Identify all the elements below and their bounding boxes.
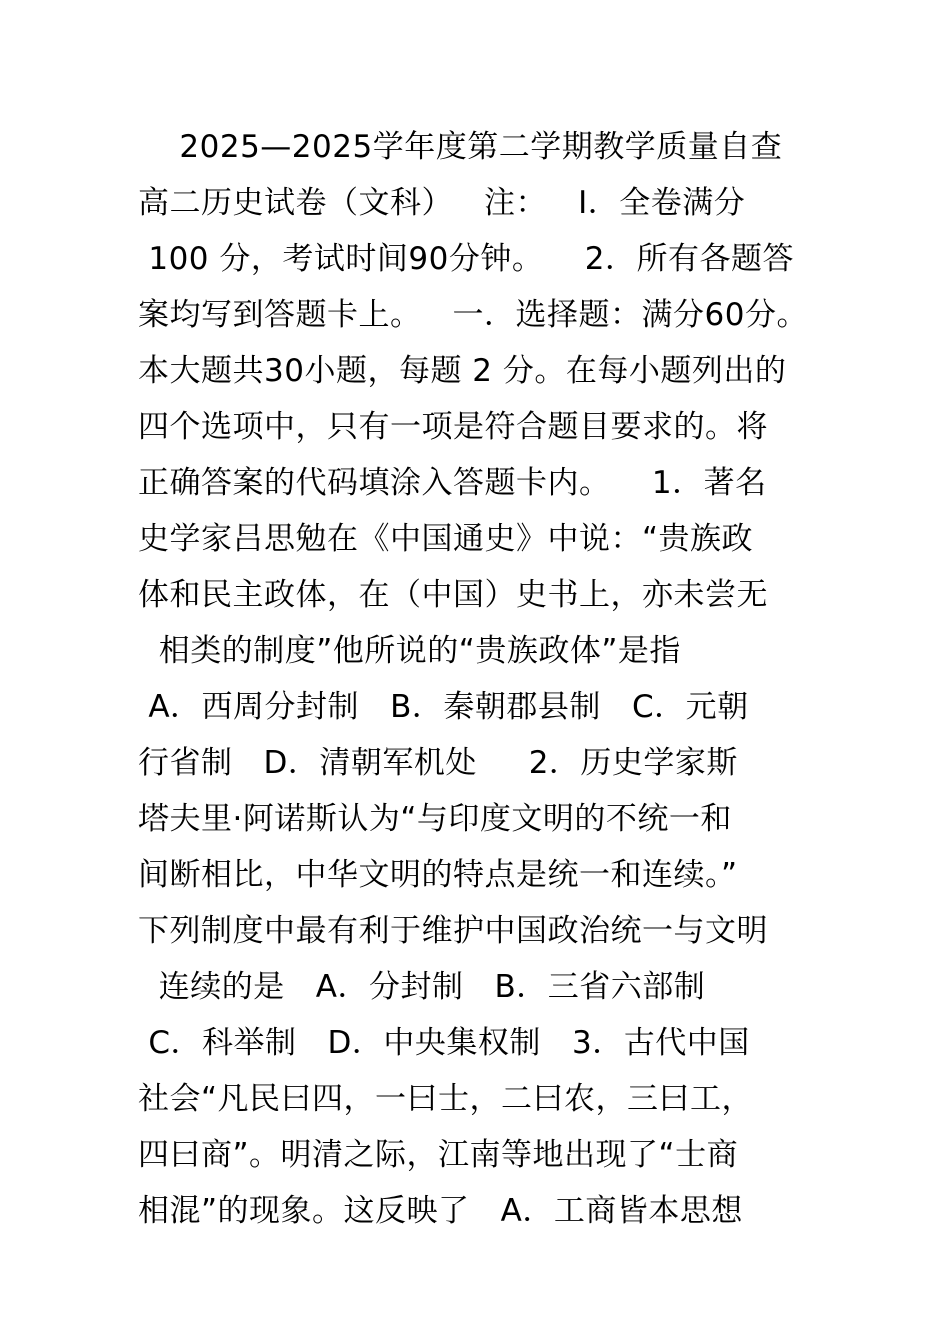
text-line: 社会“凡民曰四，一曰士，二曰农，三曰工， — [138, 1081, 754, 1117]
text-line: 塔夫里·阿诺斯认为“与印度文明的不统一和 — [138, 801, 732, 837]
text-line: 案均写到答题卡上。 一．选择题：满分60分。 — [138, 297, 809, 333]
text-line: 相混”的现象。这反映了 A．工商皆本思想 — [138, 1193, 743, 1229]
text-line: 2025—2025学年度第二学期教学质量自查 — [138, 129, 783, 165]
text-line: 间断相比，中华文明的特点是统一和连续。” — [138, 857, 738, 893]
text-line: 史学家吕思勉在《中国通史》中说：“贵族政 — [138, 521, 754, 557]
text-line: 行省制 D．清朝军机处 2．历史学家斯 — [138, 745, 738, 781]
text-line: 四曰商”。明清之际，江南等地出现了“士商 — [138, 1137, 739, 1173]
text-line: 下列制度中最有利于维护中国政治统一与文明 — [138, 913, 768, 949]
text-line: 相类的制度”他所说的“贵族政体”是指 — [138, 633, 681, 669]
text-line: 100 分，考试时间90分钟。 2．所有各题答 — [138, 241, 794, 277]
text-line: 四个选项中，只有一项是符合题目要求的。将 — [138, 409, 768, 445]
text-line: 连续的是 A．分封制 B．三省六部制 — [138, 969, 706, 1005]
text-line: 高二历史试卷（文科） 注： Ⅰ．全卷满分 — [138, 185, 746, 221]
text-line: C．科举制 D．中央集权制 3．古代中国 — [138, 1025, 750, 1061]
text-line: 体和民主政体，在（中国）史书上，亦未尝无 — [138, 577, 768, 613]
text-line: 正确答案的代码填涂入答题卡内。 1．著名 — [138, 465, 767, 501]
text-line: A．西周分封制 B．秦朝郡县制 C．元朝 — [138, 689, 749, 725]
text-line: 本大题共30小题，每题 2 分。在每小题列出的 — [138, 353, 787, 389]
